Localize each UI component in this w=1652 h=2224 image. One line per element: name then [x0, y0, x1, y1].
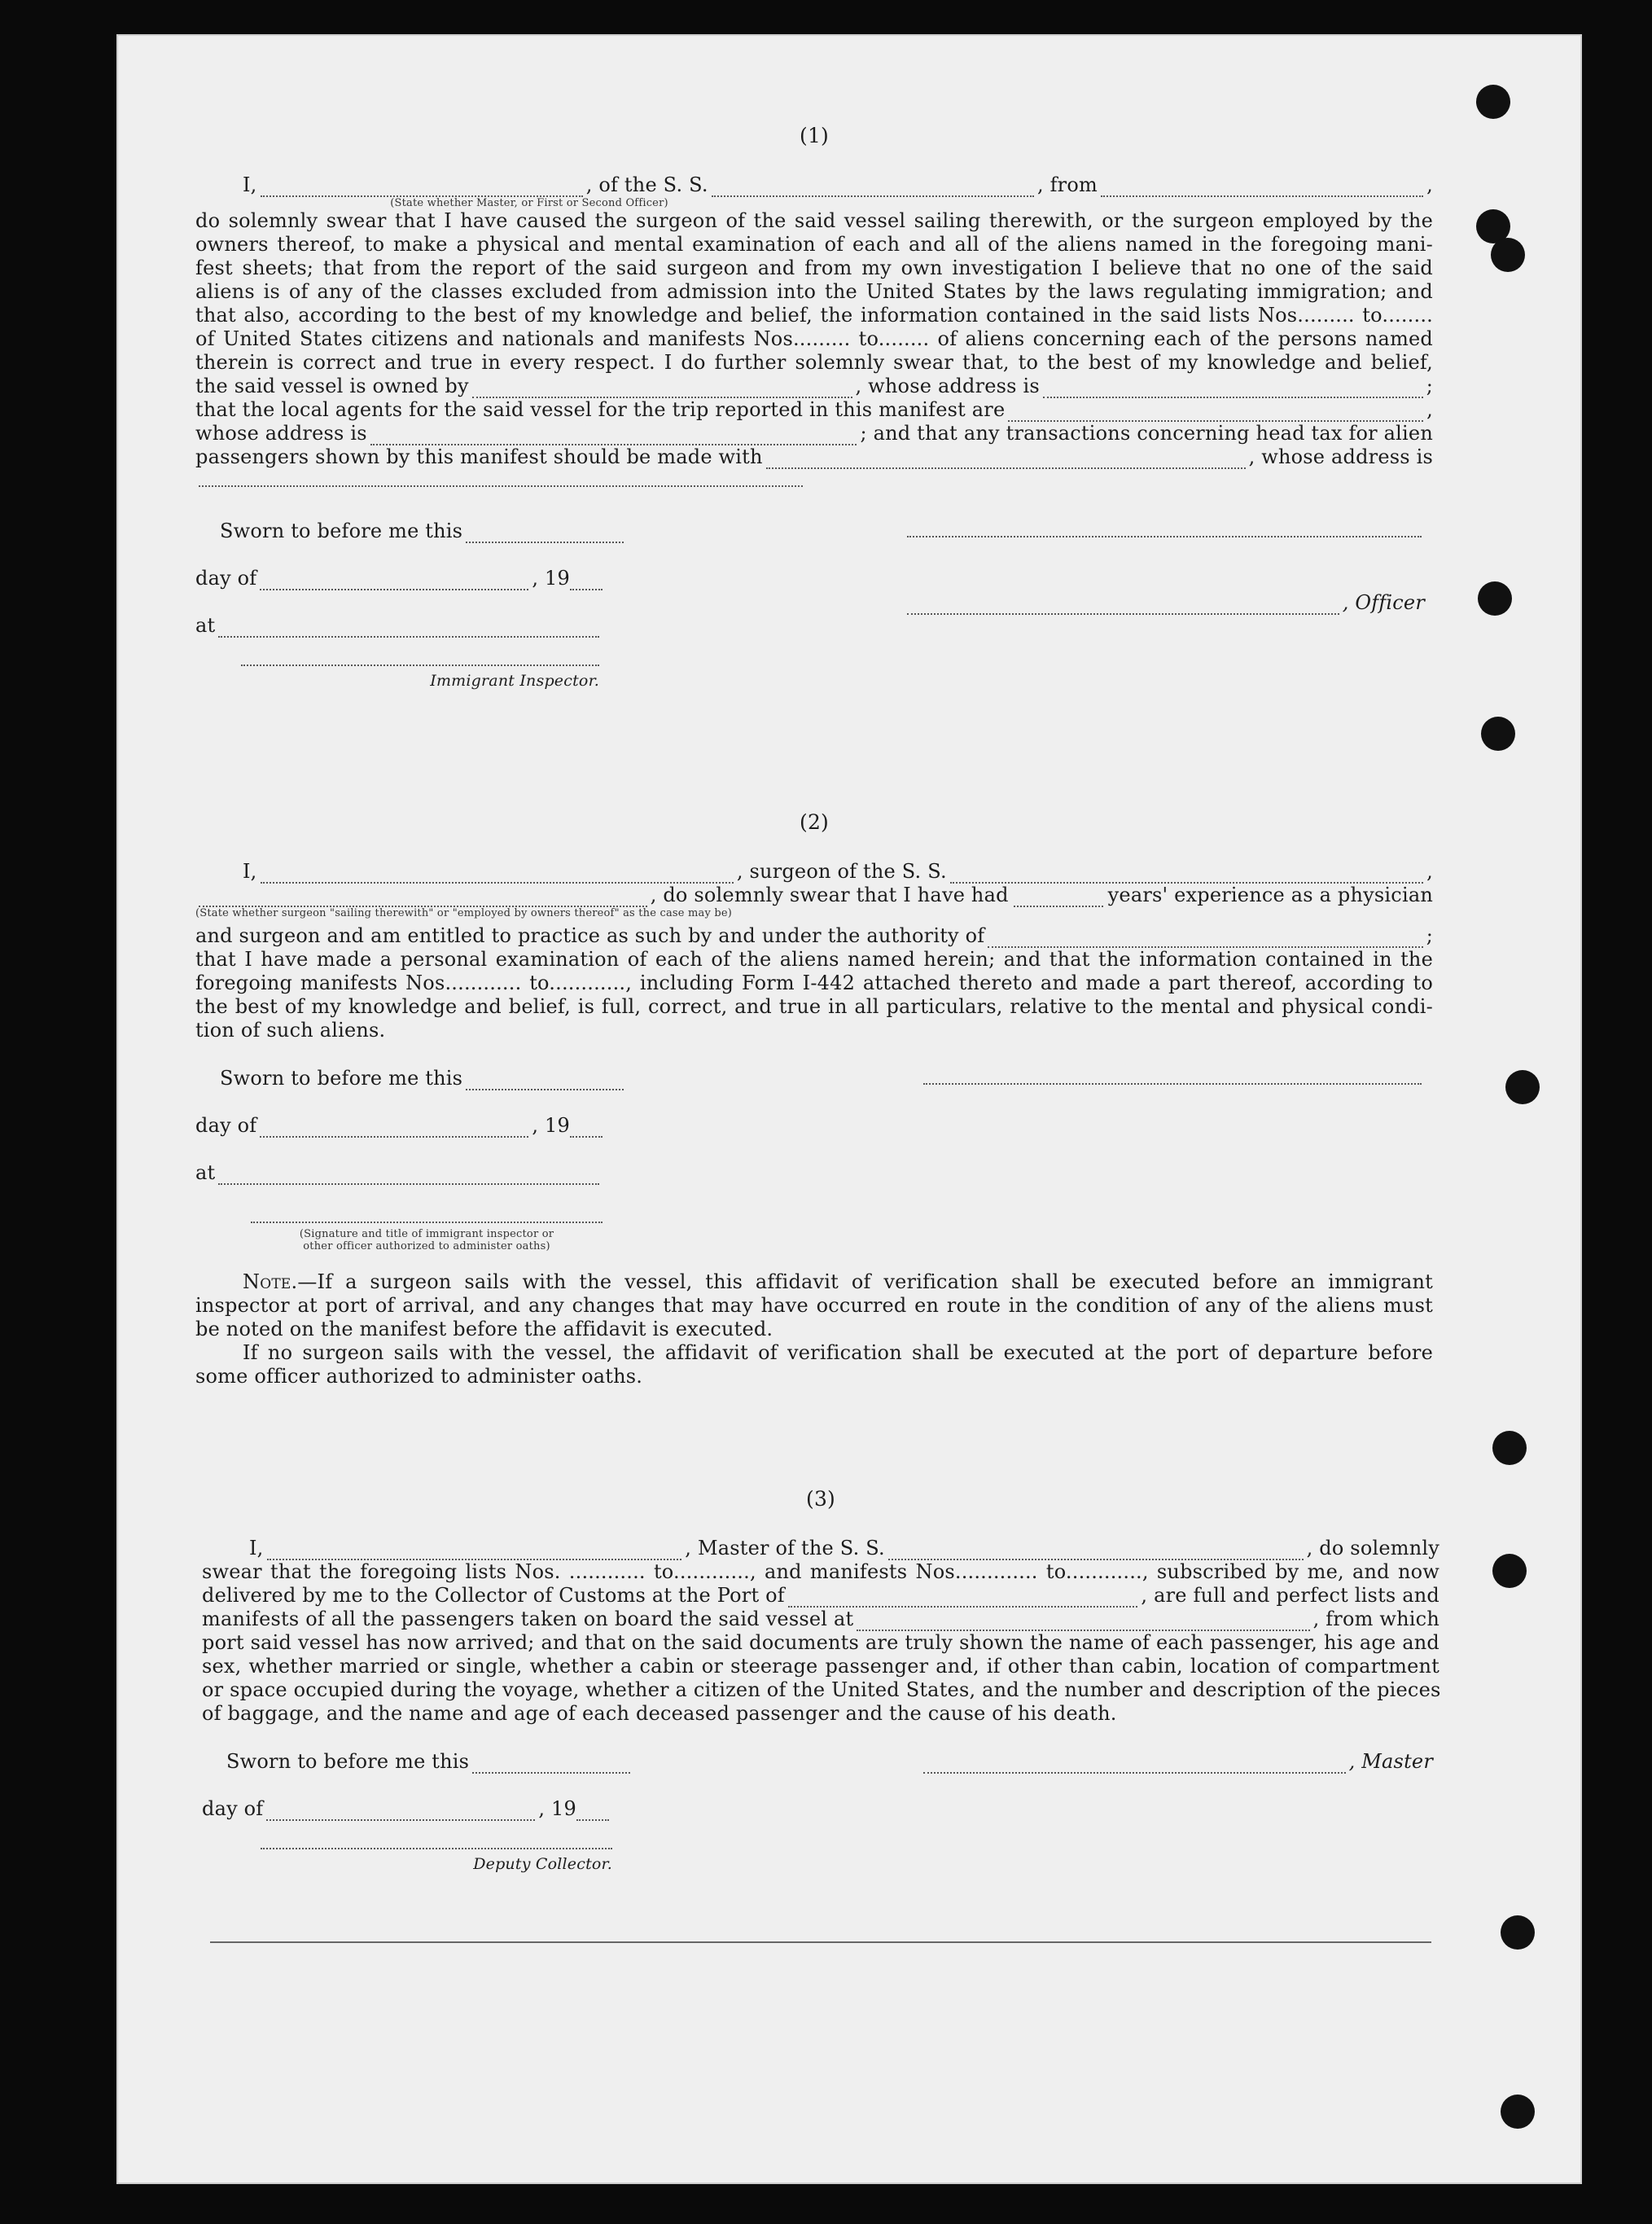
text-line: of United States citizens and nationals and manifests Nos......... to........ of aliens concerning each of the persons named — [195, 327, 1433, 350]
text-line: do solemnly swear that I have caused the surgeon of the said vessel sailing therewith, or the surgeon employed by the — [195, 209, 1433, 232]
punch-hole — [1481, 717, 1515, 751]
text: , do solemnly — [1306, 1537, 1440, 1559]
text-line: therein is correct and true in every respect. I do further solemnly swear that, to the best of my knowledge and belief, — [195, 351, 1433, 374]
text: whose address is — [195, 422, 367, 445]
text: , 19 — [532, 1114, 570, 1137]
surgeon-status-field[interactable] — [199, 889, 647, 907]
text: , 19 — [532, 567, 570, 590]
section-number: (3) — [805, 1487, 835, 1511]
text: day of — [195, 567, 257, 590]
text: at — [195, 614, 216, 637]
sworn-date-field[interactable] — [472, 1756, 630, 1774]
text: , whose address is — [1248, 445, 1433, 468]
agents-address-field[interactable] — [370, 428, 857, 445]
sworn-date-field[interactable] — [466, 1073, 624, 1090]
text-line: that also, according to the best of my knowledge and belief, the information contained in the said lists Nos......... to........ — [195, 304, 1433, 327]
affidavit-section-2: (2) I, , surgeon of the S. S. , , do solemnly swear that I have had years' experience as a physician (State whether surgeon "sailing therewith" or "employed by owners thereof" as the case may be) and surgeon and am entitled to practice as such by and under the authority of ; that I have made a personal examination of each of the aliens named herein; and that the information contained in the foregoing manifests Nos............ to............, including Form I-442 attached thereto and made a part thereof, according to the best of my knowledge and belief, is full, correct, and true in all particulars, relative to the mental and physical condi- tion of such aliens. Sworn to before me this day of , 19 at (Signature and title of immigrant inspector or other officer authorized to administer oaths) Note.—If a surgeon sails with the vessel, this affidavit of verification shall be executed before an immigrant inspector at port of arrival, and any changes that may have occurred en route in the condition of any of the aliens must be noted on the manifest before the affidavit is executed. If no surgeon sails with the vessel, the affidavit of verification shall be executed at the port of departure before some officer authorized to administer oaths. — [195, 810, 1434, 1388]
vessel-name-field[interactable] — [888, 1542, 1304, 1560]
text: manifests of all the passengers taken on board the said vessel at — [202, 1608, 854, 1630]
text-line: of baggage, and the name and age of each deceased passenger and the cause of his death. — [202, 1702, 1117, 1725]
practice-authority-field[interactable] — [988, 930, 1422, 948]
text: , are full and perfect lists and — [1141, 1584, 1439, 1607]
punch-hole — [1491, 238, 1525, 272]
text-line: aliens is of any of the classes excluded from admission into the United States by the laws regulating immigration; and — [195, 280, 1433, 303]
text: at — [195, 1161, 216, 1184]
text-line: the best of my knowledge and belief, is full, correct, and true in all particulars, relative to the mental and physical condi- — [195, 995, 1433, 1018]
departure-port-field[interactable] — [857, 1613, 1309, 1631]
text: , of the S. S. — [585, 173, 708, 196]
officer-name-field[interactable] — [261, 179, 583, 197]
vessel-owner-field[interactable] — [472, 380, 852, 398]
text: Sworn to before me this — [220, 520, 463, 542]
punch-hole — [1492, 1554, 1527, 1588]
text: , do solemnly swear that I have had — [650, 884, 1009, 906]
punch-hole — [1501, 2095, 1535, 2129]
text-line: be noted on the manifest before the affidavit is executed. — [195, 1318, 773, 1340]
sworn-place-field[interactable] — [218, 620, 599, 638]
vessel-name-field[interactable] — [950, 866, 1423, 884]
text: passengers shown by this manifest should be made with — [195, 445, 763, 468]
master-signature-field[interactable] — [923, 1756, 1346, 1774]
text: day of — [202, 1797, 264, 1820]
text-line: foregoing manifests Nos............ to............, including Form I-442 attached thereto and made a part thereof, according to — [195, 972, 1433, 994]
affidavit-section-1: (1) I, , of the S. S. , from , (State whether Master, or First or Second Officer) do solemnly swear that I have caused the surgeon of the said vessel sailing therewith, or the surgeon employed by the owners thereof, to make a physical and mental examination of each and all of the aliens named in the foregoing mani- fest sheets; that from the report of the said surgeon and from my own investigation I believe that no one of the said aliens is of any of the classes excluded from admission into the United States by the laws regulating immigration; and that also, according to the best of my knowledge and belief, the information contained in the said lists Nos......... to........ of United States citizens and nationals and manifests Nos......... to........ of aliens concerning each of the persons named therein is correct and true in every respect. I do further solemnly swear that, to the best of my knowledge and belief, the said vessel is owned by , whose address is ; that the local agents for the said vessel for the trip reported in this manifest are , whose address is ; and that any transactions concerning head tax for alien passengers shown by this manifest should be made with , whose address is Sworn to before me this day of , 19 at , Officer Immigrant Inspector. — [195, 124, 1433, 715]
text-line: that I have made a personal examination of each of the aliens named herein; and that the information contained in the — [195, 948, 1433, 971]
punch-hole — [1492, 1431, 1527, 1465]
text-line: some officer authorized to administer oaths. — [195, 1365, 643, 1388]
surgeon-name-field[interactable] — [261, 866, 734, 884]
sworn-date-field[interactable] — [466, 525, 624, 543]
text-line: —If a surgeon sails with the vessel, this affidavit of verification shall be executed before an immigrant — [297, 1270, 1433, 1293]
text-line: port said vessel has now arrived; and that on the said documents are truly shown the name of each passenger, his age and — [202, 1631, 1439, 1654]
owner-address-field[interactable] — [1043, 380, 1423, 398]
punch-hole — [1478, 581, 1512, 616]
surgeon-signature-field[interactable] — [923, 1067, 1422, 1085]
text: , surgeon of the S. S. — [736, 860, 947, 883]
text-line: swear that the foregoing lists Nos. ............ to............, and manifests Nos............. to............, subscribed by me, and now — [202, 1560, 1439, 1583]
field-caption: (State whether surgeon "sailing therewith" or "employed by owners thereof" as the case may be) — [195, 907, 733, 919]
text-line: If no surgeon sails with the vessel, the affidavit of verification shall be executed at the port of departure before — [243, 1341, 1433, 1364]
text: , Master of the S. S. — [685, 1537, 885, 1559]
deputy-caption: Deputy Collector. — [473, 1855, 612, 1873]
head-tax-contact-field[interactable] — [766, 451, 1246, 469]
punch-hole — [1505, 1070, 1540, 1104]
punch-hole — [1476, 85, 1510, 119]
section-number: (2) — [799, 810, 829, 834]
sworn-place-field[interactable] — [218, 1167, 599, 1185]
bottom-rule — [210, 1941, 1431, 1943]
text: ; and that any transactions concerning head tax for alien — [860, 422, 1433, 445]
text: , from — [1036, 173, 1098, 196]
text: I, — [243, 860, 257, 883]
text-line: inspector at port of arrival, and any changes that may have occurred en route in the condition of any of the aliens must — [195, 1294, 1433, 1317]
text-line: or space occupied during the voyage, whether a citizen of the United States, and the number and description of the pieces — [202, 1678, 1441, 1701]
text: delivered by me to the Collector of Customs at the Port of — [202, 1584, 785, 1607]
inspector-signature-field[interactable] — [251, 1222, 603, 1223]
inspector-caption: Immigrant Inspector. — [430, 672, 599, 690]
arrival-port-field[interactable] — [788, 1590, 1138, 1608]
signature-caption: (Signature and title of immigrant inspector or — [299, 1228, 554, 1240]
field-caption: (State whether Master, or First or Second Officer) — [390, 197, 668, 209]
text: , 19 — [538, 1797, 576, 1820]
contact-address-field[interactable] — [199, 469, 803, 487]
text: years' experience as a physician — [1107, 884, 1433, 906]
signature-caption: other officer authorized to administer oaths) — [303, 1240, 550, 1252]
text-line: owners thereof, to make a physical and mental examination of each and all of the aliens named in the foregoing mani- — [195, 233, 1433, 256]
text-line: fest sheets; that from the report of the said surgeon and from my own investigation I believe that no one of the said — [195, 257, 1433, 279]
years-experience-field[interactable] — [1014, 891, 1103, 907]
section-number: (1) — [799, 124, 829, 147]
deputy-signature-field[interactable] — [261, 1848, 612, 1849]
vessel-name-field[interactable] — [712, 179, 1034, 197]
officer-title-field[interactable] — [907, 597, 1339, 615]
departure-port-field[interactable] — [1101, 179, 1423, 197]
text: day of — [195, 1114, 257, 1137]
affidavit-section-3 — [202, 1487, 1439, 1905]
inspector-signature-field[interactable] — [241, 665, 599, 666]
sworn-month-field[interactable] — [260, 572, 528, 590]
sworn-month-field[interactable] — [266, 1803, 535, 1821]
text: the said vessel is owned by — [195, 375, 469, 397]
officer-signature-field[interactable] — [907, 520, 1422, 537]
text-line: sex, whether married or single, whether a cabin or steerage passenger and, if other than cabin, location of compartment — [202, 1655, 1439, 1678]
text: I, — [243, 173, 257, 196]
master-label: , Master — [1348, 1750, 1433, 1773]
sworn-month-field[interactable] — [260, 1120, 528, 1138]
text: Sworn to before me this — [220, 1067, 463, 1090]
text: , from which — [1312, 1608, 1439, 1630]
master-name-field[interactable] — [267, 1542, 682, 1560]
text-line: tion of such aliens. — [195, 1019, 386, 1042]
punch-hole — [1501, 1915, 1535, 1950]
text: , whose address is — [855, 375, 1040, 397]
note-label: Note. — [243, 1270, 298, 1293]
officer-label: , Officer — [1342, 591, 1425, 614]
text: and surgeon and am entitled to practice as such by and under the authority of — [195, 924, 985, 947]
text: Sworn to before me this — [226, 1750, 470, 1773]
text: that the local agents for the said vessel for the trip reported in this manifest are — [195, 398, 1006, 421]
text: I, — [249, 1537, 264, 1559]
local-agents-field[interactable] — [1008, 404, 1423, 422]
